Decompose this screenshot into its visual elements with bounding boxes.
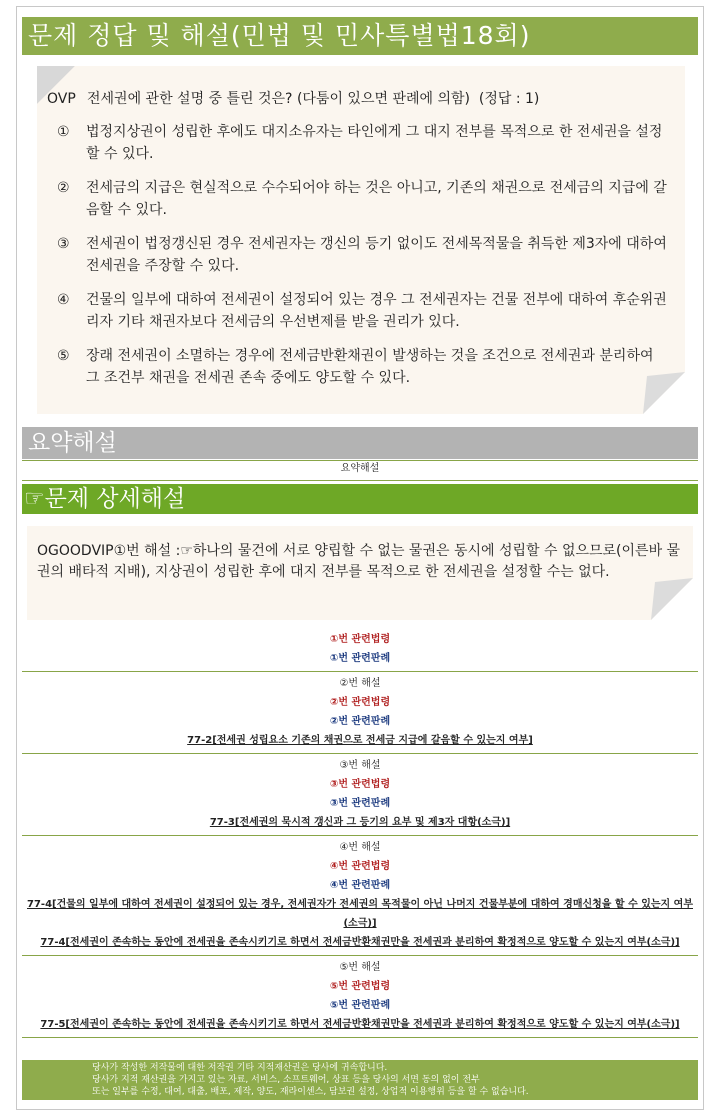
explanation-sections <box>22 628 698 1038</box>
question-prefix: OVP <box>47 91 76 107</box>
case-reference-link[interactable]: 77-5[전세권이 존속하는 동안에 전세권을 존속시키기로 하면서 전세금반환채권만을 전세권과 분리하여 확정적으로 양도할 수 있는지 여부(소극)] <box>40 1019 680 1030</box>
copyright-footer <box>22 1060 698 1100</box>
choice-item <box>57 233 669 277</box>
explanation-section <box>22 628 698 672</box>
related-law-link[interactable]: ①번 관련법령 <box>329 634 391 645</box>
case-reference-link[interactable]: 77-4[건물의 일부에 대하여 전세권이 설정되어 있는 경우, 전세권자가 전세권의 목적물이 아닌 나머지 건물부분에 대하여 경매신청을 할 수 있는지 여부(소극)] <box>27 899 693 929</box>
summary-text: 요약해설 <box>340 463 380 474</box>
choice-item <box>57 345 669 389</box>
page-title: 문제 정답 및 해설(민법 및 민사특별법18회) <box>22 17 698 55</box>
choice-text: 법정지상권이 성립한 후에도 대지소유자는 타인에게 그 대지 전부를 목적으로 한 전세권을 설정할 수 있다. <box>86 124 663 162</box>
choice-text: 건물의 일부에 대하여 전세권이 설정되어 있는 경우 그 전세권자는 건물 전부에 대하여 후순위권리자 기타 채권자보다 전세금의 우선변제를 받을 권리가 있다. <box>86 292 667 330</box>
detail-box <box>27 526 693 620</box>
choice-text: 장래 전세권이 소멸하는 경우에 전세금반환채권이 발생하는 것을 조건으로 전세권과 분리하여 그 조건부 채권을 전세권 존속 중에도 양도할 수 있다. <box>86 348 654 386</box>
related-case-link[interactable]: ④번 관련판례 <box>329 880 391 891</box>
choice-list <box>57 121 669 401</box>
related-case-link[interactable]: ①번 관련판례 <box>329 653 391 664</box>
related-law-link[interactable]: ⑤번 관련법령 <box>329 981 391 992</box>
question-line <box>47 88 539 108</box>
related-case-link[interactable]: ②번 관련판례 <box>329 716 391 727</box>
detail-heading: ☞문제 상세해설 <box>22 484 698 514</box>
choice-text: 전세권이 법정갱신된 경우 전세권자는 갱신의 등기 없이도 전세목적물을 취득한 제3자에 대하여 전세권을 주장할 수 있다. <box>86 236 667 274</box>
related-law-link[interactable]: ②번 관련법령 <box>329 697 391 708</box>
choice-number: ② <box>57 180 70 196</box>
divider <box>22 460 698 461</box>
explanation-section <box>22 672 698 754</box>
explanation-section <box>22 836 698 956</box>
choice-item <box>57 177 669 221</box>
question-box <box>37 66 685 414</box>
explanation-title: ③번 해설 <box>339 760 381 771</box>
detail-text: OGOODVIP①번 해설 :☞하나의 물건에 서로 양립할 수 없는 물권은 동시에 성립할 수 없으므로(이른바 물권의 배타적 지배), 지상권이 성립한 후에 대지 전부를 목적으로 한 전세권을 설정할 수는 없다. <box>37 543 681 580</box>
divider <box>22 480 698 481</box>
case-reference-link[interactable]: 77-3[전세권의 묵시적 갱신과 그 등기의 요부 및 제3자 대항(소극)] <box>209 817 511 828</box>
page-curl-bottom-right-icon <box>651 578 693 620</box>
related-case-link[interactable]: ③번 관련판례 <box>329 798 391 809</box>
footer-line: 당사가 지적 재산권을 가지고 있는 자료, 서비스, 소프트웨어, 상표 등을 당사의 서면 동의 없이 전부 <box>92 1075 480 1085</box>
choice-number: ⑤ <box>57 348 70 364</box>
footer-line: 당사가 작성한 저작물에 대한 저작권 기타 지적재산권은 당사에 귀속합니다. <box>92 1063 388 1073</box>
question-answer: (정답 : 1) <box>478 91 540 107</box>
choice-text: 전세금의 지급은 현실적으로 수수되어야 하는 것은 아니고, 기존의 채권으로 전세금의 지급에 갈음할 수 있다. <box>86 180 667 218</box>
explanation-title: ⑤번 해설 <box>339 962 381 973</box>
related-law-link[interactable]: ④번 관련법령 <box>329 861 391 872</box>
explanation-title: ②번 해설 <box>339 678 381 689</box>
case-reference-link[interactable]: 77-2[전세권 성립요소 기존의 채권으로 전세금 지급에 갈음할 수 있는지 여부] <box>187 735 533 746</box>
choice-number: ① <box>57 124 70 140</box>
related-law-link[interactable]: ③번 관련법령 <box>329 779 391 790</box>
summary-heading: 요약해설 <box>22 427 698 459</box>
case-reference-link[interactable]: 77-4[전세권이 존속하는 동안에 전세권을 존속시키기로 하면서 전세금반환채권만을 전세권과 분리하여 확정적으로 양도할 수 있는지 여부(소극)] <box>40 937 680 948</box>
choice-number: ③ <box>57 236 70 252</box>
explanation-title: ④번 해설 <box>339 842 381 853</box>
page-curl-bottom-right-icon <box>643 372 685 414</box>
choice-item <box>57 289 669 333</box>
explanation-section <box>22 754 698 836</box>
question-text: 전세권에 관한 설명 중 틀린 것은? (다툼이 있으면 판례에 의함) <box>87 91 470 107</box>
choice-number: ④ <box>57 292 70 308</box>
related-case-link[interactable]: ⑤번 관련판례 <box>329 1000 391 1011</box>
choice-item <box>57 121 669 165</box>
footer-line: 또는 일부를 수정, 대여, 대출, 배포, 제작, 양도, 재라이센스, 담보권 설정, 상업적 이용행위 등을 할 수 없습니다. <box>92 1087 529 1097</box>
explanation-section <box>22 956 698 1038</box>
